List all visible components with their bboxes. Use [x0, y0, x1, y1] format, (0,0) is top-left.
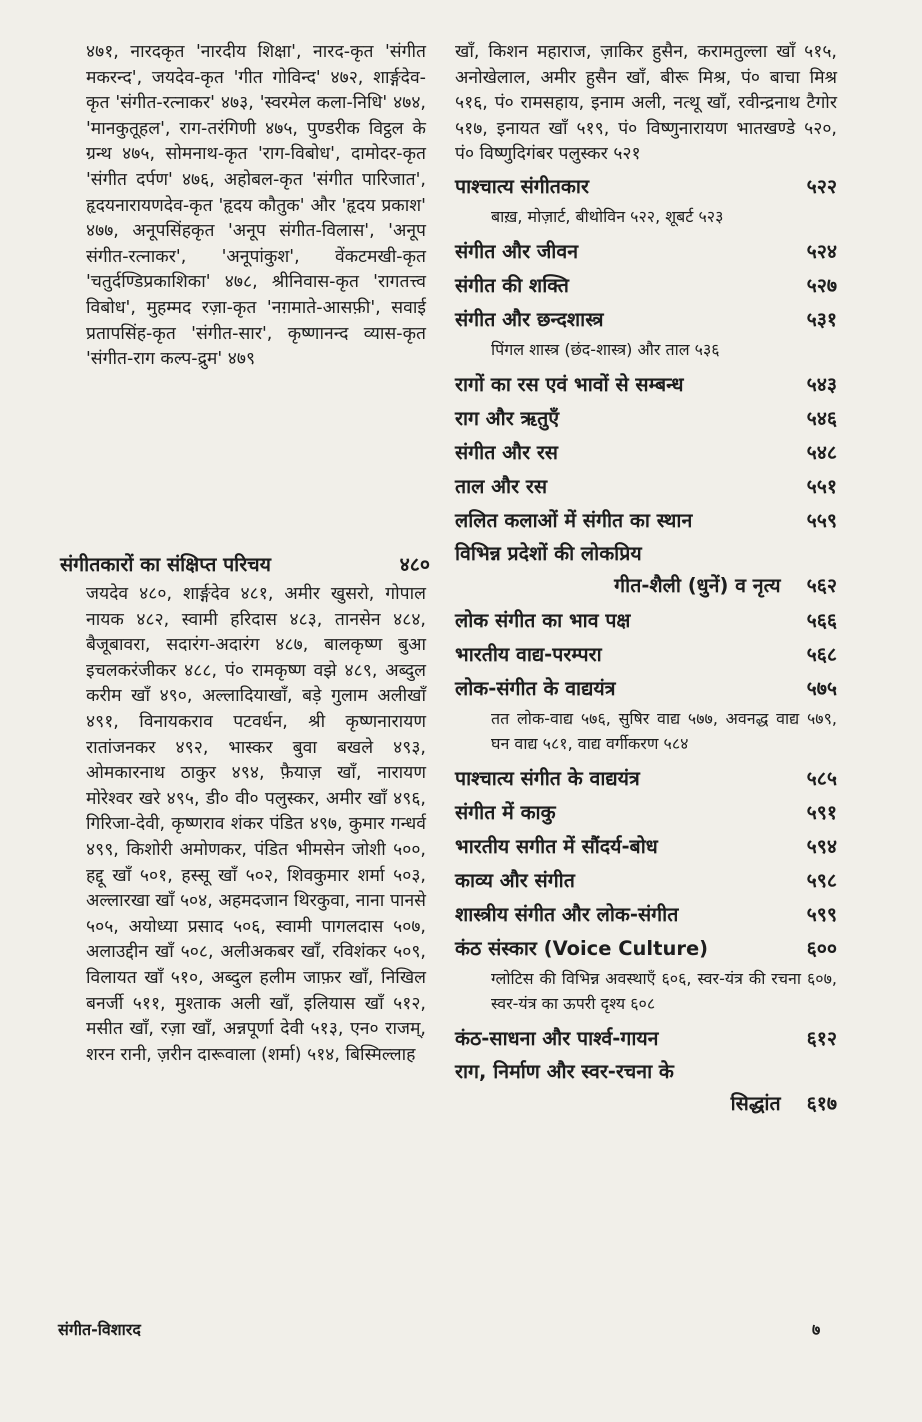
toc-entry	[455, 271, 837, 301]
toc-heading-label: कंठ संस्कार (Voice Culture)	[455, 936, 709, 960]
right-column	[455, 40, 837, 1122]
toc-page-number: ५४६	[806, 406, 837, 430]
toc-subentries: बाख़, मोज़ार्ट, बीथोविन ५२२, शूबर्ट ५२३	[491, 206, 724, 226]
toc-heading-label: संगीत और छन्दशास्त्र	[455, 307, 604, 331]
toc-subentries: ग्लोटिस की विभिन्न अवस्थाएँ ६०६, स्वर-यंत्र की रचना ६०७, स्वर-यंत्र का ऊपरी दृश्य ६०८	[491, 968, 837, 1013]
toc-subentries: तत लोक-वाद्य ५७६, सुषिर वाद्य ५७७, अवनद्ध वाद्य ५७९, घन वाद्य ५८१, वाद्य वर्गीकरण ५८४	[491, 708, 837, 753]
toc-entry	[455, 472, 837, 502]
toc-heading-label: संगीत और जीवन	[455, 239, 579, 263]
toc-heading-label: लोक-संगीत के वाद्ययंत्र	[455, 676, 616, 700]
toc-page-number: ६१२	[806, 1026, 837, 1050]
toc-entry	[455, 764, 837, 794]
toc-heading-label: राग और ऋतुएँ	[455, 406, 560, 430]
toc-entry	[455, 538, 837, 602]
toc-page-number: ५४३	[806, 372, 837, 396]
toc-heading-label: संगीत और रस	[455, 440, 558, 464]
toc-entry	[455, 438, 837, 468]
toc-heading-label: लोक संगीत का भाव पक्ष	[455, 608, 631, 632]
toc-heading-label: कंठ-साधना और पार्श्व-गायन	[455, 1026, 659, 1050]
toc-entry	[455, 1024, 837, 1054]
toc-entry	[455, 237, 837, 267]
toc-entry	[455, 934, 837, 964]
footer-book-title: संगीत-विशारद	[58, 1320, 141, 1339]
toc-heading-label: भारतीय सगीत में सौंदर्य-बोध	[455, 834, 658, 858]
toc-page-number: ५९१	[806, 800, 837, 824]
musicians-list-paragraph: जयदेव ४८०, शार्ङ्गदेव ४८१, अमीर खुसरो, गोपाल नायक ४८२, स्वामी हरिदास ४८३, तानसेन ४८४, बैजूबावरा, सदारंग-अदारंग ४८७, बालकृष्ण बुआ इचलकरंजीकर ४८८, पं० रामकृष्ण वझे ४८९, अब्दुल करीम खाँ ४९०, अल्लादियाखाँ, बड़े गुलाम अलीखाँ ४९१, विनायकराव पटवर्धन, श्री कृष्णनारायण रातांजनकर ४९२, भास्कर बुवा बखले ४९३, ओमकारनाथ ठाकुर ४९४, फ़ैयाज़ खाँ, नारायण मोरेश्वर खरे ४९५, डी० वी० पलुस्कर, अमीर खाँ ४९६, गिरिजा-देवी, कृष्णराव शंकर पंडित ४९७, कुमार गन्धर्व ४९९, किशोरी अमोणकर, पंडित भीमसेन जोशी ५००, हद्दू खाँ ५०१, हस्सू खाँ ५०२, शिवकुमार शर्मा ५०३, अल्लारखा खाँ ५०४, अहमदजान थिरकुवा, नाना पानसे ५०५, अयोध्या प्रसाद ५०६, स्वामी पागलदास ५०७, अलाउद्दीन खाँ ५०८, अलीअकबर खाँ, रविशंकर ५०९, विलायत खाँ ५१०, अब्दुल हलीम जाफ़र खाँ, निखिल बनर्जी ५११, मुश्ताक अली खाँ, इलियास खाँ ५१२, मसीत खाँ, रज़ा खाँ, अन्नपूर्णा देवी ५१३, एन० राजम्, शरन रानी, ज़रीन दारूवाला (शर्मा) ५१४, बिस्मिल्लाह	[86, 584, 426, 1065]
granth-list-paragraph: ४७१, नारदकृत 'नारदीय शिक्षा', नारद-कृत 'संगीत मकरन्द', जयदेव-कृत 'गीत गोविन्द' ४७२, शार्ङ्गदेव-कृत 'संगीत-रत्नाकर' ४७३, 'स्वरमेल कला-निधि' ४७४, 'मानकुतूहल', राग-तरंगिणी ४७५, पुण्डरीक विट्ठल के ग्रन्थ ४७५, सोमनाथ-कृत 'राग-विबोध', दामोदर-कृत 'संगीत दर्पण' ४७६, अहोबल-कृत 'संगीत पारिजात', हृदयनारायणदेव-कृत 'हृदय कौतुक' और 'हृदय प्रकाश' ४७७, अनूपसिंहकृत 'अनूप संगीत-विलास', 'अनूप संगीत-रत्नाकर', 'अनूपांकुश', वेंकटमखी-कृत 'चतुर्दण्डिप्रकाशिका' ४७८, श्रीनिवास-कृत 'रागतत्त्व विबोध', मुहम्मद रज़ा-कृत 'नग़माते-आसफ़ी', सवाई प्रतापसिंह-कृत 'संगीत-सार', कृष्णानन्द व्यास-कृत 'संगीत-राग कल्प-द्रुम' ४७९	[86, 42, 426, 370]
toc-page-number: ५२२	[806, 174, 837, 198]
toc-entry	[455, 674, 837, 704]
toc-page-number: ५५९	[806, 508, 837, 532]
toc-page-number: ५७५	[806, 676, 837, 700]
toc-page-number: ६००	[806, 936, 837, 960]
toc-subentries: पिंगल शास्त्र (छंद-शास्त्र) और ताल ५३६	[491, 339, 720, 359]
toc-entry	[455, 866, 837, 896]
toc-page-number: ६१७	[806, 1091, 837, 1115]
toc-entry	[455, 900, 837, 930]
toc-heading-label: रागों का रस एवं भावों से सम्बन्ध	[455, 372, 684, 396]
toc-page-number: ५२४	[806, 239, 837, 263]
toc-entry	[455, 370, 837, 400]
toc-heading-label: काव्य और संगीत	[455, 868, 575, 892]
toc-heading-label: संगीतकारों का संक्षिप्त परिचय	[60, 553, 271, 576]
toc-page-number: ५५१	[806, 474, 837, 498]
toc-page-number: ४८०	[399, 553, 430, 576]
toc-page-number: ५८५	[806, 766, 837, 790]
toc-page-number: ५९८	[806, 868, 837, 892]
toc-page-number: ५६६	[806, 608, 837, 632]
musicians-list-continued: खाँ, किशन महाराज, ज़ाकिर हुसैन, करामतुल्ला खाँ ५१५, अनोखेलाल, अमीर हुसैन खाँ, बीरू मिश्र, पं० बाचा मिश्र ५१६, पं० रामसहाय, इनाम अली, नत्थू खाँ, रवीन्द्रनाथ टैगोर ५१७, इनायत खाँ ५१९, पं० विष्णुनारायण भातखण्डे ५२०, पं० विष्णुदिगंबर पलुस्कर ५२१	[455, 42, 837, 165]
toc-heading-label: पाश्चात्य संगीत के वाद्ययंत्र	[455, 766, 640, 790]
toc-entry	[455, 305, 837, 335]
toc-heading-label: संगीत की शक्ति	[455, 273, 569, 297]
toc-heading-label: राग, निर्माण और स्वर-रचना के	[455, 1059, 674, 1083]
toc-entry	[455, 798, 837, 828]
left-column-lower	[86, 582, 426, 1068]
toc-heading-label: विभिन्न प्रदेशों की लोकप्रिय	[455, 541, 642, 565]
left-column	[86, 40, 426, 373]
toc-page-number: ५९९	[806, 902, 837, 926]
toc-heading-label: शास्त्रीय संगीत और लोक-संगीत	[455, 902, 679, 926]
toc-entry	[455, 606, 837, 636]
toc-entry	[455, 404, 837, 434]
toc-page-number: ५२७	[806, 273, 837, 297]
toc-heading-label: सिद्धांत	[730, 1091, 781, 1115]
toc-heading-label: संगीत में काकु	[455, 800, 556, 824]
toc-heading-label: ललित कलाओं में संगीत का स्थान	[455, 508, 693, 532]
toc-page-number: ५६८	[806, 642, 837, 666]
toc-heading-label: पाश्चात्य संगीतकार	[455, 174, 589, 198]
toc-heading-label: भारतीय वाद्य-परम्परा	[455, 642, 602, 666]
toc-heading-label: गीत-शैली (धुनें) व नृत्य	[614, 573, 781, 597]
toc-page-number: ५४८	[806, 440, 837, 464]
toc-heading-label: ताल और रस	[455, 474, 548, 498]
toc-page-number: ५६२	[806, 573, 837, 597]
toc-page-number: ५९४	[806, 834, 837, 858]
toc-entry	[455, 640, 837, 670]
footer-page-number: ७	[812, 1320, 821, 1339]
toc-page-number: ५३१	[806, 307, 837, 331]
toc-entry	[455, 1056, 837, 1120]
toc-entry	[455, 832, 837, 862]
toc-entry	[455, 172, 837, 202]
toc-heading-sangeetkar-parichay	[60, 550, 430, 580]
toc-entry	[455, 506, 837, 536]
